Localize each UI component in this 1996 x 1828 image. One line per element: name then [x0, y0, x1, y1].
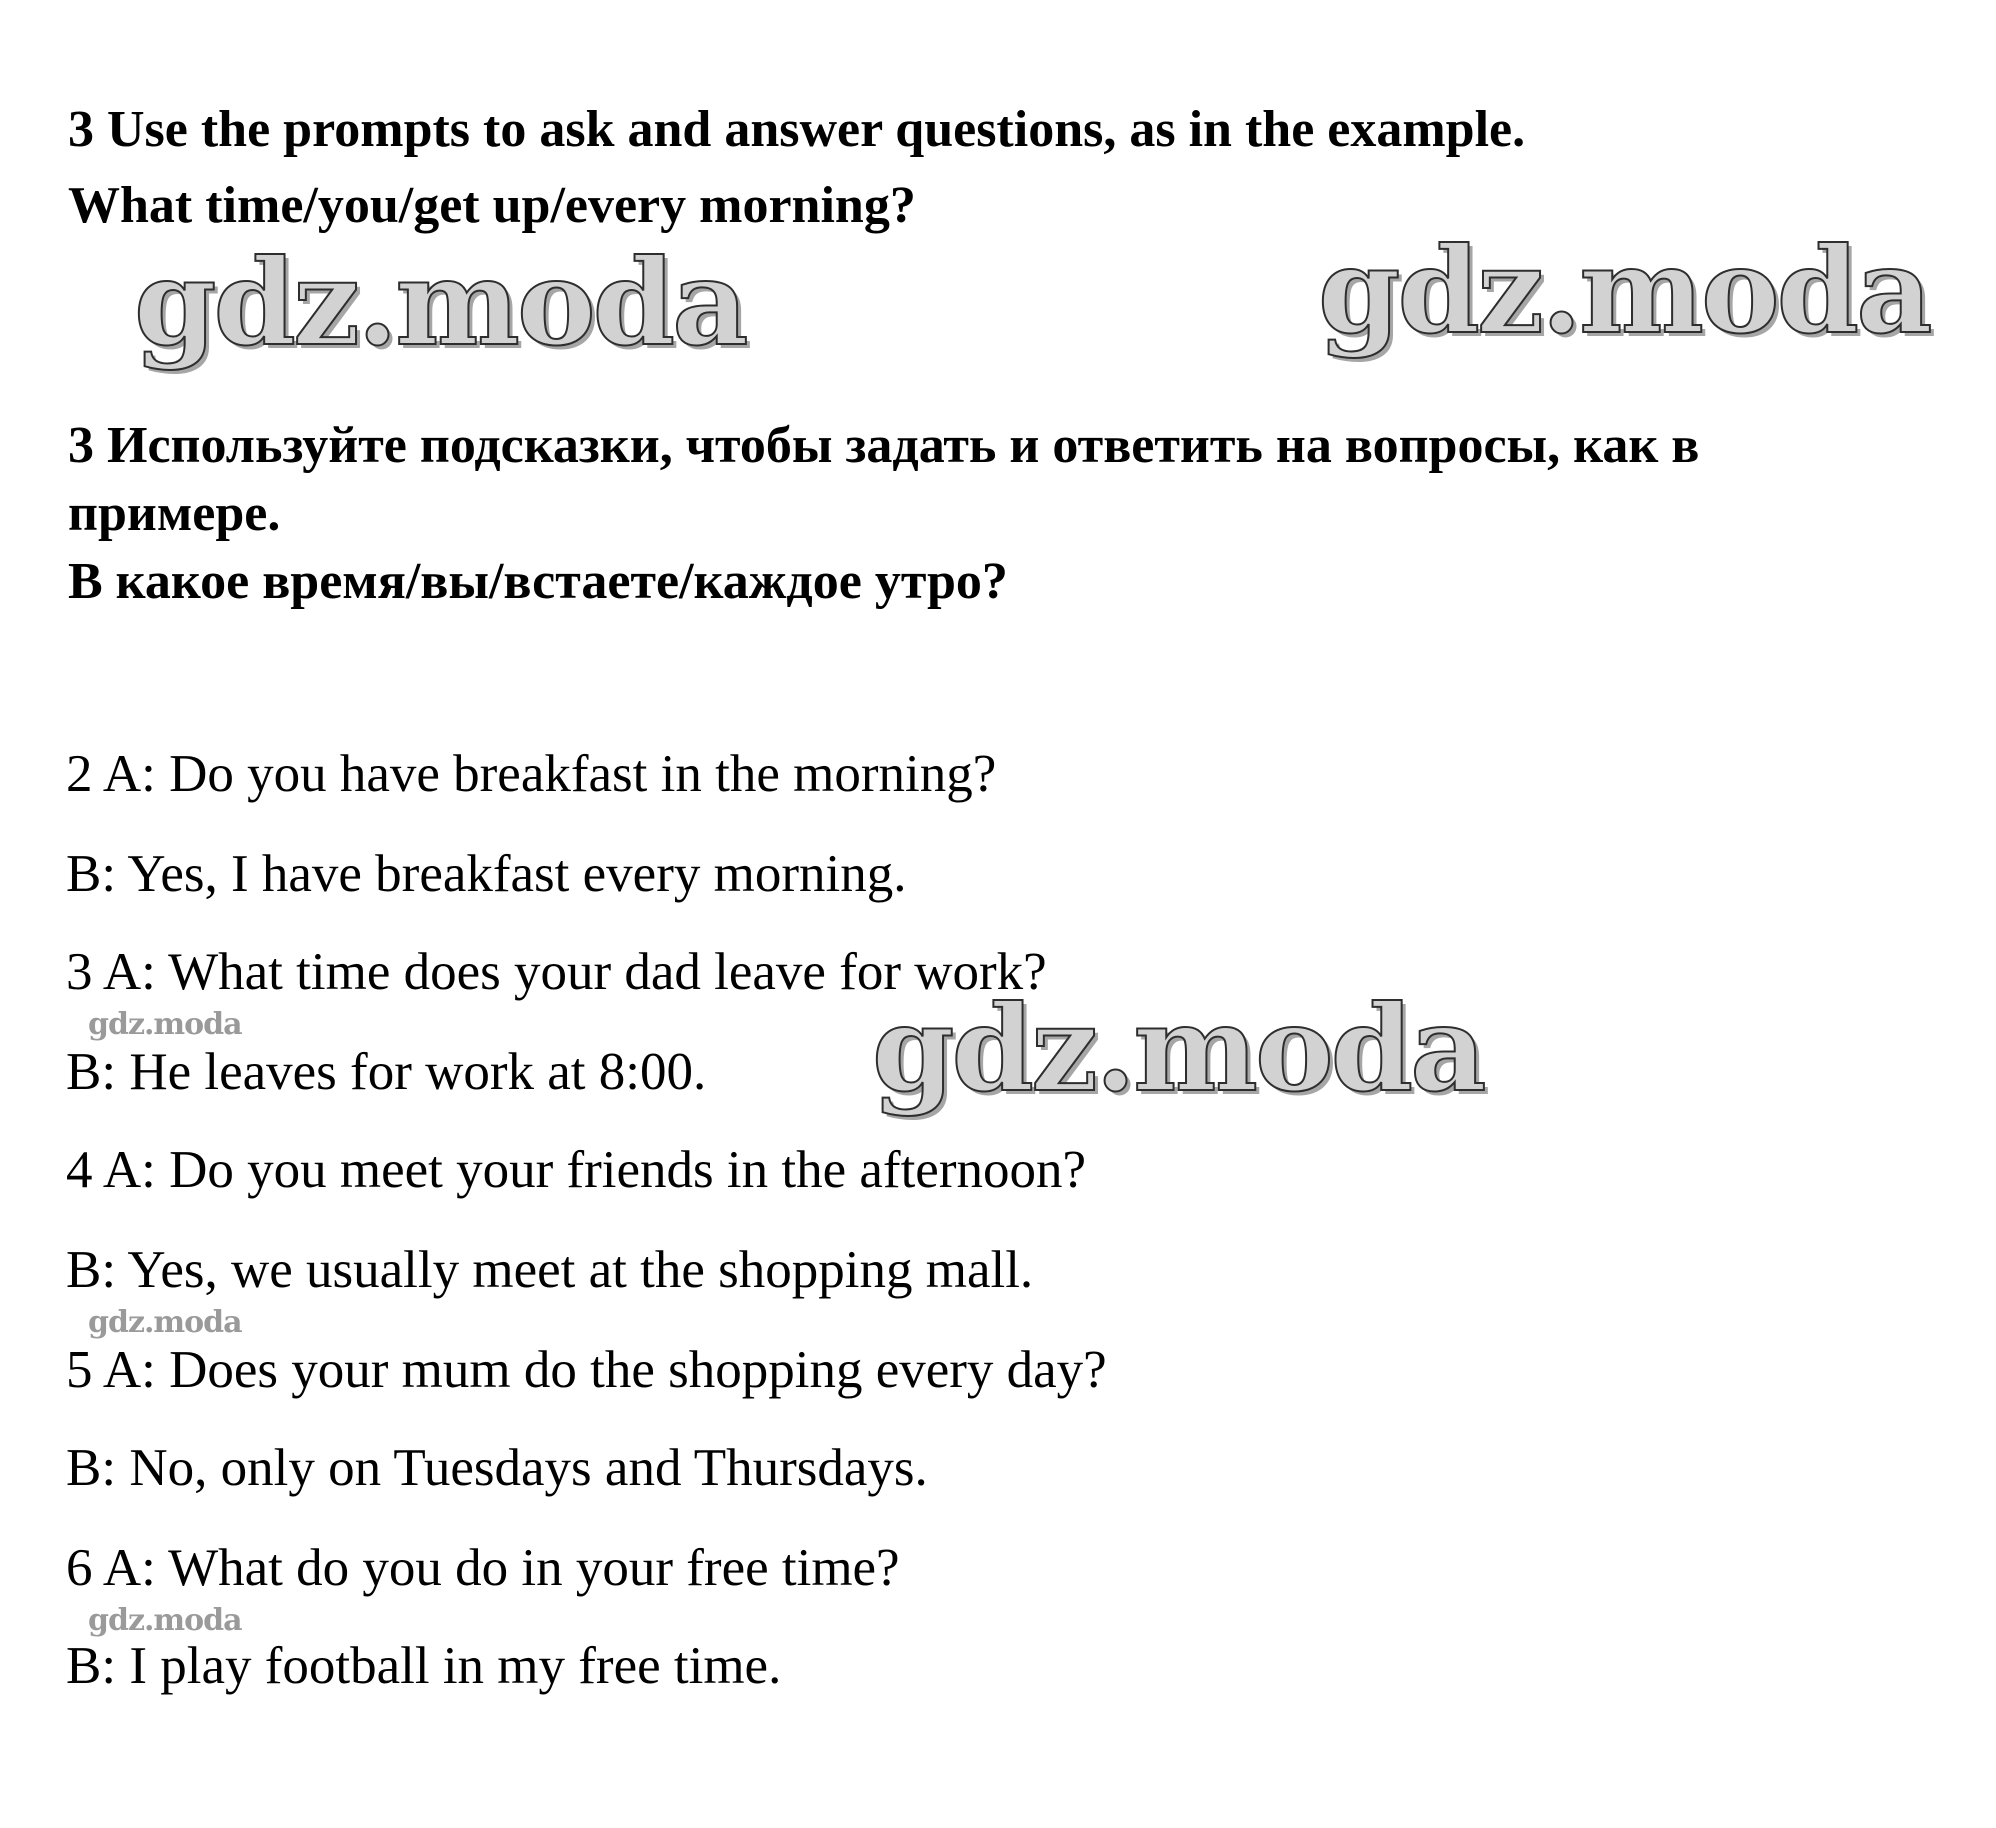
watermark-large-2: gdz.moda — [1318, 221, 1930, 360]
answer-line: B: Yes, we usually meet at the shopping mall. — [66, 1241, 1034, 1299]
answer-line: B: Yes, I have breakfast every morning. — [66, 845, 907, 903]
answer-line: B: He leaves for work at 8:00. — [66, 1043, 707, 1101]
answer-line: 2 A: Do you have breakfast in the morning? — [66, 745, 997, 803]
task-instruction-ru-line2: примере. — [68, 485, 281, 542]
task-instruction-en: 3 Use the prompts to ask and answer questions, as in the example. — [68, 101, 1526, 158]
answer-line: 5 A: Does your mum do the shopping every day? — [66, 1341, 1107, 1399]
watermark-small-2: gdz.moda — [88, 1305, 242, 1340]
answer-line: 3 A: What time does your dad leave for work? — [66, 943, 1047, 1001]
answer-line: B: No, only on Tuesdays and Thursdays. — [66, 1439, 928, 1497]
answer-line: 6 A: What do you do in your free time? — [66, 1539, 900, 1597]
watermark-large-3: gdz.moda — [872, 979, 1484, 1118]
task-instruction-ru-line1: 3 Используйте подсказки, чтобы задать и ответить на вопросы, как в — [68, 417, 1700, 474]
task-example-en: What time/you/get up/every morning? — [68, 177, 916, 234]
watermark-small-1: gdz.moda — [88, 1007, 242, 1042]
task-example-ru: В какое время/вы/встаете/каждое утро? — [68, 553, 1008, 610]
watermark-small-3: gdz.moda — [88, 1603, 242, 1638]
answer-line: B: I play football in my free time. — [66, 1637, 782, 1695]
answer-line: 4 A: Do you meet your friends in the afternoon? — [66, 1141, 1086, 1199]
watermark-large-1: gdz.moda — [134, 233, 746, 372]
